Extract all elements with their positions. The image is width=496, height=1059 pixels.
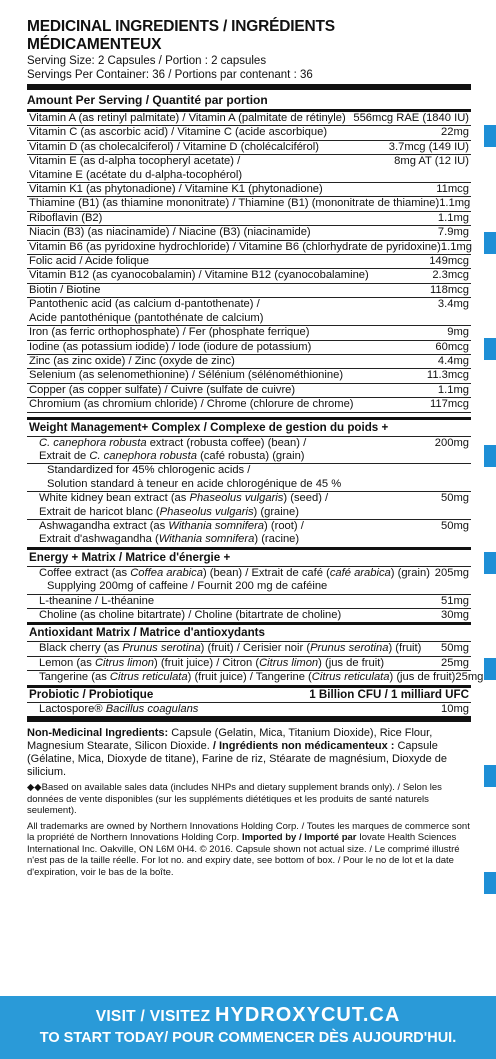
table-row xyxy=(27,169,471,183)
amount: 1.1mg xyxy=(437,383,469,396)
list-item: Ashwagandha extract (as Withania somnifera) (root) / 50mg xyxy=(39,519,469,532)
amount: 50mg xyxy=(441,642,469,655)
table-row xyxy=(27,255,471,269)
table-row xyxy=(27,355,471,369)
panel-title: MEDICINAL INGREDIENTS / INGRÉDIENTS MÉDICAMENTEUX xyxy=(27,18,335,53)
table-row xyxy=(27,384,471,398)
table-row xyxy=(27,126,471,140)
list-item: White kidney bean extract (as Phaseolus vulgaris) (seed) / 50mg xyxy=(39,492,469,505)
ingredient-name: Pantothenic acid (as calcium d-pantothenate) / xyxy=(29,298,260,311)
amount: 50mg xyxy=(441,519,469,532)
amount: 7.9mg xyxy=(437,226,469,239)
amount: 60mcg xyxy=(435,340,469,353)
list-item: Black cherry (as Prunus serotina) (fruit) / Cerisier noir (Prunus serotina) (fruit) 50mg xyxy=(27,642,471,656)
table-row xyxy=(27,398,471,412)
amount: 1.1mg xyxy=(439,197,471,210)
energy-matrix-heading: Energy + Matrix / Matrice d'énergie + xyxy=(27,550,471,567)
edge-stripe xyxy=(484,338,496,360)
edge-stripe xyxy=(484,872,496,894)
ingredient-name: Vitamin D (as cholecalciferol) / Vitamine D (cholécalciférol) xyxy=(29,140,319,153)
edge-stripe xyxy=(484,552,496,574)
amount: 1.1mg xyxy=(440,240,472,253)
ingredient-name: Vitamin A (as retinyl palmitate) / Vitamin A (palmitate de rétinyle) xyxy=(29,112,346,124)
amount: 9mg xyxy=(447,326,469,339)
amount: 205mg xyxy=(434,566,469,579)
table-row xyxy=(27,241,471,255)
amount-per-serving-heading: Amount Per Serving / Quantité par portion xyxy=(27,93,268,107)
amount: 11mcg xyxy=(436,183,469,196)
table-row xyxy=(27,197,471,211)
ingredient-name: Biotin / Biotine xyxy=(29,283,101,296)
amount: 25mg xyxy=(455,671,484,684)
list-item: Choline (as choline bitartrate) / Choline (bitartrate de choline) 30mg xyxy=(27,609,471,625)
list-item: Extrait de haricot blanc (Phaseolus vulgaris) (graine) xyxy=(27,506,471,520)
ingredient-name: Acide pantothénique (pantothénate de calcium) xyxy=(29,311,264,324)
edge-stripe xyxy=(484,658,496,680)
amount: 117mcg xyxy=(430,398,469,411)
table-row xyxy=(27,141,471,155)
amount: 118mcg xyxy=(430,283,469,296)
table-row xyxy=(27,326,471,340)
ingredient-name: Vitamin B6 (as pyridoxine hydrochloride) / Vitamine B6 (chlorhydrate de pyridoxine) xyxy=(29,240,441,253)
ingredient-name: Folic acid / Acide folique xyxy=(29,255,150,268)
ingredient-name: Vitamin K1 (as phytonadione) / Vitamine K1 (phytonadione) xyxy=(29,183,323,196)
amount: 10mg xyxy=(441,702,469,715)
start-today-text: TO START TODAY/ POUR COMMENCER DÈS AUJOURD'HUI. xyxy=(39,1030,457,1046)
list-item: L-theanine / L-théanine 51mg xyxy=(27,595,471,609)
visit-text: VISIT / VISITEZ HYDROXYCUT.CA xyxy=(95,1004,401,1026)
list-item: Lactospore® Bacillus coagulans 10mg xyxy=(27,703,471,722)
ingredient-name: Vitamin E (as d-alpha tocopheryl acetate) / xyxy=(29,155,241,168)
table-row xyxy=(27,112,471,126)
ingredient-name: Selenium (as selenomethionine) / Sélénium (sélénométhionine) xyxy=(29,369,344,382)
ingredient-name: Vitamine E (acétate du d-alpha-tocophérol) xyxy=(29,168,243,181)
sales-data-footnote: ◆◆Based on available sales data (includes NHPs and dietary supplement brands only). / Selon les données de vente disponibles (sur les suppléments diététiques et les produits de santé naturels seulement). xyxy=(27,782,442,817)
list-item: Lemon (as Citrus limon) (fruit juice) / Citron (Citrus limon) (jus de fruit) 25mg xyxy=(27,657,471,671)
amount: 556mcg RAE (1840 IU) xyxy=(353,112,469,124)
ingredient-name: Thiamine (B1) (as thiamine mononitrate) / Thiamine (B1) (mononitrate de thiamine) xyxy=(29,197,440,210)
amount: 3.4mg xyxy=(437,298,469,311)
trademark-footnote: All trademarks are owned by Northern Innovations Holding Corp. / Toutes les marques de commerce sont la propriété de Northern Innovations Holding Corp. Imported by / Importé par Iovate Health Sciences International Inc. Oakville, ON L6M 0H4. © 2016. Capsule shown not actual size. / Le comprimé illustré n'est pas de la taille réelle. For lot no. and expiry date, see bottom of box. / Pour le no de lot et la date d'expiration, voir le bas de la boîte. xyxy=(27,820,470,878)
list-item: Tangerine (as Citrus reticulata) (fruit juice) / Tangerine (Citrus reticulata) (jus de fruit) 25mg xyxy=(27,671,471,687)
list-item: Solution standard à teneur en acide chlorogénique de 45 % xyxy=(27,478,471,492)
amount: 22mg xyxy=(441,126,469,139)
edge-stripe xyxy=(484,765,496,787)
amount: 4.4mg xyxy=(437,354,469,367)
divider-thick xyxy=(27,84,471,90)
edge-stripe xyxy=(484,445,496,467)
serving-size: Serving Size: 2 Capsules / Portion : 2 capsules xyxy=(27,55,267,67)
probiotic-heading: Probiotic / Probiotique 1 Billion CFU / 1 milliard UFC xyxy=(29,687,469,701)
table-row xyxy=(27,212,471,226)
amount: 149mcg xyxy=(429,255,469,268)
list-item: C. canephora robusta extract (robusta coffee) (bean) / 200mg xyxy=(39,436,469,449)
ingredient-name: Vitamin B12 (as cyanocobalamin) / Vitamine B12 (cyanocobalamine) xyxy=(29,269,369,282)
ingredient-name: Zinc (as zinc oxide) / Zinc (oxyde de zinc) xyxy=(29,354,235,367)
amount: 8mg AT (12 IU) xyxy=(394,155,469,168)
amount: 50mg xyxy=(441,492,469,505)
table-row xyxy=(27,155,471,168)
antioxidant-matrix-heading: Antioxidant Matrix / Matrice d'antioxydants xyxy=(27,625,471,642)
amount: 3.7mcg (149 IU) xyxy=(388,140,469,153)
table-row xyxy=(27,269,471,283)
list-item: Extrait d'ashwagandha (Withania somnifera) (racine) xyxy=(27,533,471,549)
amount: 11.3mcg xyxy=(426,369,469,382)
amount: 30mg xyxy=(441,609,469,621)
ingredient-name: Iodine (as potassium iodide) / Iode (iodure de potassium) xyxy=(29,340,312,353)
amount: 200mg xyxy=(434,436,469,449)
amount: 1 Billion CFU / 1 milliard UFC xyxy=(309,687,469,701)
non-medicinal-ingredients: Non-Medicinal Ingredients: Capsule (Gelatin, Mica, Titanium Dioxide), Rice Flour, Magnesium Stearate, Silicon Dioxide. / Ingrédients non médicamenteux : Capsule (Gélatine, Mica, Dioxyde de titane), Farine de riz, Stéarate de magnésium, Dioxyde de silicium. xyxy=(27,727,448,779)
supplement-facts-panel xyxy=(27,18,484,988)
amount: 25mg xyxy=(441,656,469,669)
table-row xyxy=(27,369,471,383)
ingredient-name: Vitamin C (as ascorbic acid) / Vitamine C (acide ascorbique) xyxy=(29,126,328,139)
list-item: Standardized for 45% chlorogenic acids / xyxy=(47,464,251,477)
list-item: Extrait de C. canephora robusta (café robusta) (grain) xyxy=(27,450,471,464)
edge-stripe xyxy=(484,125,496,147)
amount: 51mg xyxy=(441,594,469,607)
ingredient-name: Riboflavin (B2) xyxy=(29,211,103,224)
amount: 1.1mg xyxy=(437,211,469,224)
ingredient-name: Copper (as copper sulfate) / Cuivre (sulfate de cuivre) xyxy=(29,383,296,396)
list-item: Coffee extract (as Coffea arabica) (bean) / Extrait de café (café arabica) (grain) 205mg xyxy=(39,566,469,579)
table-row xyxy=(27,183,471,197)
list-item: Supplying 200mg of caffeine / Fournit 200 mg de caféine xyxy=(27,580,471,594)
ingredient-name: Iron (as ferric orthophosphate) / Fer (phosphate ferrique) xyxy=(29,326,310,339)
table-row xyxy=(27,298,471,311)
table-row xyxy=(27,312,471,326)
ingredient-name: Niacin (B3) (as niacinamide) / Niacine (B3) (niacinamide) xyxy=(29,226,311,239)
table-row xyxy=(27,226,471,240)
ingredient-name: Chromium (as chromium chloride) / Chrome (chlorure de chrome) xyxy=(29,398,354,411)
weight-management-heading: Weight Management+ Complex / Complexe de gestion du poids + xyxy=(27,420,471,437)
table-row xyxy=(27,284,471,298)
website-link[interactable]: HYDROXYCUT.CA xyxy=(215,1004,401,1026)
amount: 2.3mcg xyxy=(432,269,469,282)
servings-per-container: Servings Per Container: 36 / Portions par contenant : 36 xyxy=(27,69,313,81)
edge-stripe xyxy=(484,232,496,254)
vitamin-list xyxy=(27,112,471,413)
table-row xyxy=(27,341,471,355)
